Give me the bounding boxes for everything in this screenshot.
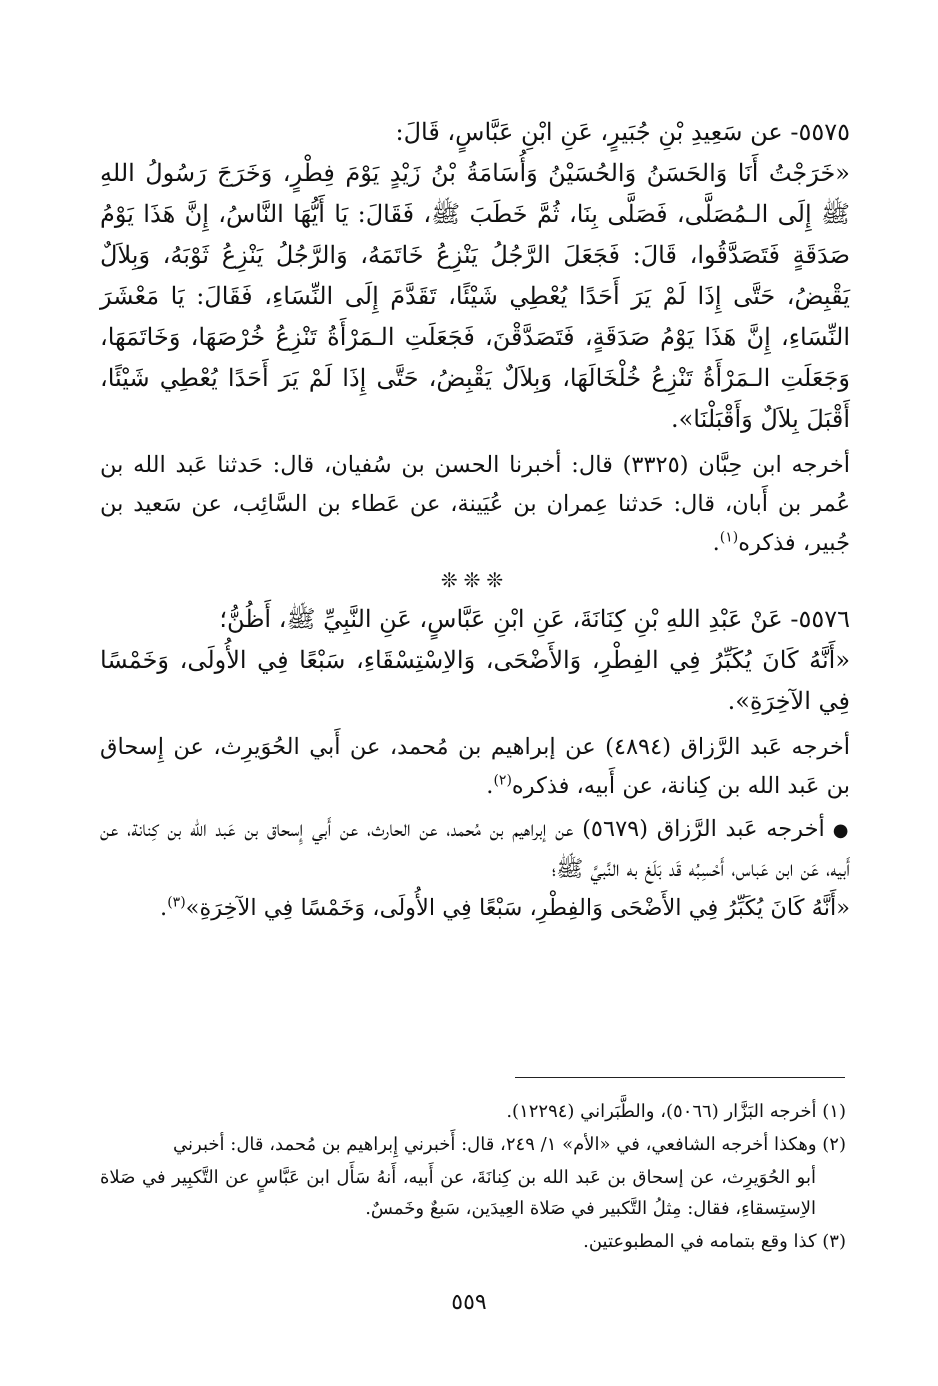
footnote-ref-3[interactable]: (٣) (167, 894, 186, 911)
hadith-5575-heading: ٥٥٧٥- عن سَعِيدِ بْنِ جُبَيرٍ، عَنِ ابْنِ عَبَّاسٍ، قَالَ: (395, 118, 850, 146)
hadith-5575-takhrij (100, 446, 850, 563)
takhrij-end: . (712, 530, 720, 556)
footnote-ref-2[interactable]: (٢) (493, 772, 512, 789)
bullet-end: . (160, 895, 168, 921)
footnote-divider (515, 1077, 845, 1078)
footnote-1: (١) أخرجه البَزَّار (٥٠٦٦)، والطَّبَراني (١٢٢٩٤). (506, 1101, 846, 1122)
footnote-2-continued: أبو الحُوَيرِث، عن إسحاق بن عَبد الله بن كِنانَةَ، عن أَبيه، أَنهُ سَأَل ابن عَبَّاسٍ عن التَّكبِير في صَلاة الاِستِسقاءِ، فقال: مِثلُ التَّكبير في صَلاة العِيدَين، سَبعٌ وخَمسٌ. (100, 1167, 816, 1219)
page-number: ٥٥٩ (451, 1290, 487, 1315)
takhrij-end: . (486, 773, 494, 799)
hadith-5575-text: «خَرَجْتُ أَنَا وَالحَسَنُ وَالحُسَيْنُ وَأُسَامَةُ بْنُ زَيْدٍ يَوْمَ فِطْرٍ، وَخَرَجَ رَسُولُ اللهِ ﷺ إِلَى الـمُصَلَّى، فَصَلَّى بِنَا، ثُمَّ خَطَبَ ﷺ، فَقَالَ: يَا أَيُّهَا النَّاسُ، إِنَّ هَذَا يَوْمُ صَدَقَةٍ فَتَصَدَّقُوا، قَالَ: فَجَعَلَ الرَّجُلُ يَنْزِعُ خَاتَمَهُ، وَالرَّجُلُ يَنْزِعُ ثَوْبَهُ، وَبِلاَلٌ يَقْبِضُ، حَتَّى إِذَا لَمْ يَرَ أَحَدًا يُعْطِي شَيْئًا، تَقَدَّمَ إِلَى النِّسَاءِ، فَقَالَ: يَا مَعْشَرَ النِّسَاءِ، إِنَّ هَذَا يَوْمُ صَدَقَةٍ، فَتَصَدَّقْنَ، فَجَعَلَتِ الـمَرْأَةُ تَنْزِعُ خُرْصَهَا، وَخَاتَمَهَا، وَجَعَلَتِ الـمَرْأَةُ تَنْزِعُ خُلْخَالَهَا، وَبِلاَلٌ يَقْبِضُ، حَتَّى إِذَا لَمْ يَرَ أَحَدًا يُعْطِي شَيْئًا، أَقْبَلَ بِلاَلٌ وَأَقْبَلْنَا». (100, 159, 850, 433)
footnote-ref-1[interactable]: (١) (719, 529, 739, 546)
footnote-3: (٣) كذا وقع بتمامه في المطبوعتين. (583, 1231, 846, 1252)
section-separator-stars: ❊❊❊ (440, 568, 510, 592)
main-text (100, 112, 850, 932)
hadith-5576-bullet-takhrij (100, 810, 850, 928)
takhrij-text: أخرجه ابن حِبَّان (٣٣٢٥) قال: أخبرنا الحسن بن سُفيان، قال: حَدثنا عَبد الله بن عُمر بن أَبان، قال: حَدثنا عِمران بن عُيَينة، عن عَطاء بن السَّائِب، عن سَعيد بن جُبير، فذكره (100, 452, 851, 556)
footnote-2: (٢) وهكذا أخرجه الشافعي، في «الأم» ١/ ٢٤٩، قال: أَخبرني إِبراهيم بن مُحمد، قال: أخبرني (173, 1134, 846, 1155)
hadith-5576-text: «أَنَّهُ كَانَ يُكَبِّرُ فِي الفِطْرِ، وَالأَضْحَى، وَالاِسْتِسْقَاءِ، سَبْعًا فِي الأُولَى، وَخَمْسًا فِي الآخِرَةِ». (100, 646, 850, 715)
hadith-5576-takhrij (100, 728, 850, 806)
footnotes (100, 1096, 846, 1259)
bullet-icon: ● (832, 820, 850, 841)
takhrij-text: أخرجه عَبد الرَّزاق (٤٨٩٤) عن إبراهيم بن مُحمد، عن أَبي الحُوَيرِث، عن إِسحاق بن عَبد الله بن كِنانة، عن أَبيه، فذكره (100, 734, 850, 799)
bullet-takhrij-text: أخرجه عَبد الرَّزاق (٥٦٧٩) عن إبراهيم بن مُحمد، عن الحارث، عن أَبي إِسحاق بن عَبد الله بن كِنانة، عن أَبيه، عَن ابن عَباس، أَحْسِبُه قَد بَلَغ به النَّبيَّ ﷺ؛ (100, 816, 850, 882)
hadith-5576-heading: ٥٥٧٦- عَنْ عَبْدِ اللهِ بْنِ كِنَانَةَ، عَنِ ابْنِ عَبَّاسٍ، عَنِ النَّبِيِّ ﷺ، أَظُنُّ؛ (219, 605, 850, 633)
bullet-matn: «أَنَّهُ كَانَ يُكَبِّرُ فِي الأَضْحَى وَالفِطْرِ، سَبْعًا فِي الأُولَى، وَخَمْسًا فِي الآخِرَةِ» (185, 895, 850, 921)
